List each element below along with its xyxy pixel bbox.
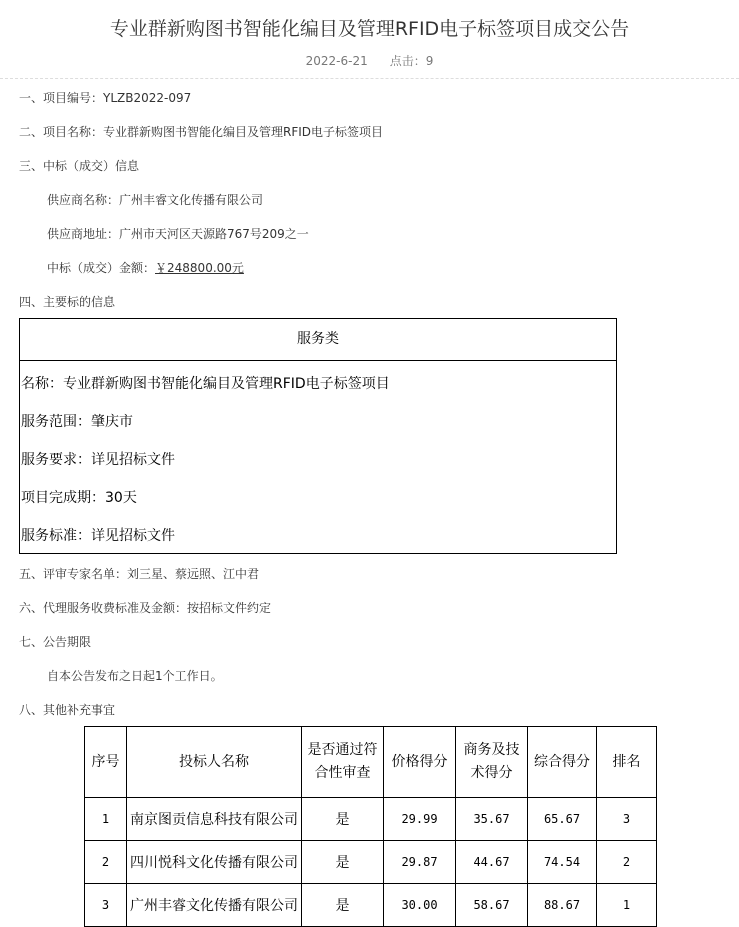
header-cell: 商务及技术得分 bbox=[456, 727, 528, 798]
table-cell: 74.54 bbox=[528, 841, 597, 884]
table-cell: 29.99 bbox=[384, 798, 456, 841]
header-cell: 排名 bbox=[597, 727, 657, 798]
section-main-subject: 四、主要标的信息 bbox=[19, 295, 116, 309]
table-row bbox=[85, 884, 657, 927]
header-cell: 投标人名称 bbox=[127, 727, 302, 798]
table-cell: 1 bbox=[597, 884, 657, 927]
table-cell: 30.00 bbox=[384, 884, 456, 927]
section-project-number: 一、项目编号：YLZB2022-097 bbox=[19, 91, 192, 105]
click-count: 点击：9 bbox=[389, 54, 434, 68]
header-cell: 是否通过符合性审查 bbox=[302, 727, 384, 798]
service-row: 名称：专业群新购图书智能化编目及管理RFID电子标签项目 bbox=[21, 376, 390, 392]
table-cell: 29.87 bbox=[384, 841, 456, 884]
header-cell: 序号 bbox=[85, 727, 127, 798]
table-cell: 是 bbox=[302, 798, 384, 841]
supplier-name: 供应商名称：广州丰睿文化传播有限公司 bbox=[47, 193, 264, 207]
award-amount-value: ￥248800.00元 bbox=[155, 261, 244, 275]
table-cell: 3 bbox=[597, 798, 657, 841]
table-header-row bbox=[85, 727, 657, 798]
table-cell: 65.67 bbox=[528, 798, 597, 841]
service-row: 服务范围：肇庆市 bbox=[21, 414, 133, 430]
publish-date: 2022-6-21 bbox=[305, 54, 368, 68]
section-project-name: 二、项目名称：专业群新购图书智能化编目及管理RFID电子标签项目 bbox=[19, 125, 384, 139]
award-amount-label: 中标（成交）金额： bbox=[47, 261, 156, 275]
header-cell: 综合得分 bbox=[528, 727, 597, 798]
table-cell: 3 bbox=[85, 884, 127, 927]
table-row bbox=[85, 798, 657, 841]
table-cell: 2 bbox=[85, 841, 127, 884]
table-cell: 是 bbox=[302, 884, 384, 927]
header-cell: 价格得分 bbox=[384, 727, 456, 798]
table-row bbox=[85, 841, 657, 884]
section-agency-fee: 六、代理服务收费标准及金额：按招标文件约定 bbox=[19, 601, 272, 615]
service-info-box bbox=[19, 318, 617, 554]
table-cell: 广州丰睿文化传播有限公司 bbox=[127, 884, 302, 927]
section-award-info: 三、中标（成交）信息 bbox=[19, 159, 140, 173]
table-cell: 58.67 bbox=[456, 884, 528, 927]
table-cell: 是 bbox=[302, 841, 384, 884]
section-notice-period: 七、公告期限 bbox=[19, 635, 92, 649]
section-other-matters: 八、其他补充事宜 bbox=[19, 703, 116, 717]
header-divider bbox=[0, 78, 739, 79]
table-cell: 35.67 bbox=[456, 798, 528, 841]
table-cell: 1 bbox=[85, 798, 127, 841]
notice-period-detail: 自本公告发布之日起1个工作日。 bbox=[47, 669, 223, 683]
table-cell: 88.67 bbox=[528, 884, 597, 927]
results-table bbox=[84, 726, 657, 927]
table-cell: 南京图贡信息科技有限公司 bbox=[127, 798, 302, 841]
section-experts: 五、评审专家名单：刘三星、蔡远照、江中君 bbox=[19, 567, 260, 581]
meta-line bbox=[0, 52, 739, 69]
service-row: 项目完成期：30天 bbox=[21, 490, 137, 506]
table-cell: 2 bbox=[597, 841, 657, 884]
service-row: 服务要求：详见招标文件 bbox=[21, 452, 175, 468]
page-title: 专业群新购图书智能化编目及管理RFID电子标签项目成交公告 bbox=[109, 18, 630, 40]
service-row: 服务标准：详见招标文件 bbox=[21, 528, 175, 544]
supplier-address: 供应商地址：广州市天河区天源路767号209之一 bbox=[47, 227, 309, 241]
service-box-header: 服务类 bbox=[20, 319, 616, 361]
table-cell: 四川悦科文化传播有限公司 bbox=[127, 841, 302, 884]
award-amount bbox=[47, 260, 244, 276]
table-cell: 44.67 bbox=[456, 841, 528, 884]
